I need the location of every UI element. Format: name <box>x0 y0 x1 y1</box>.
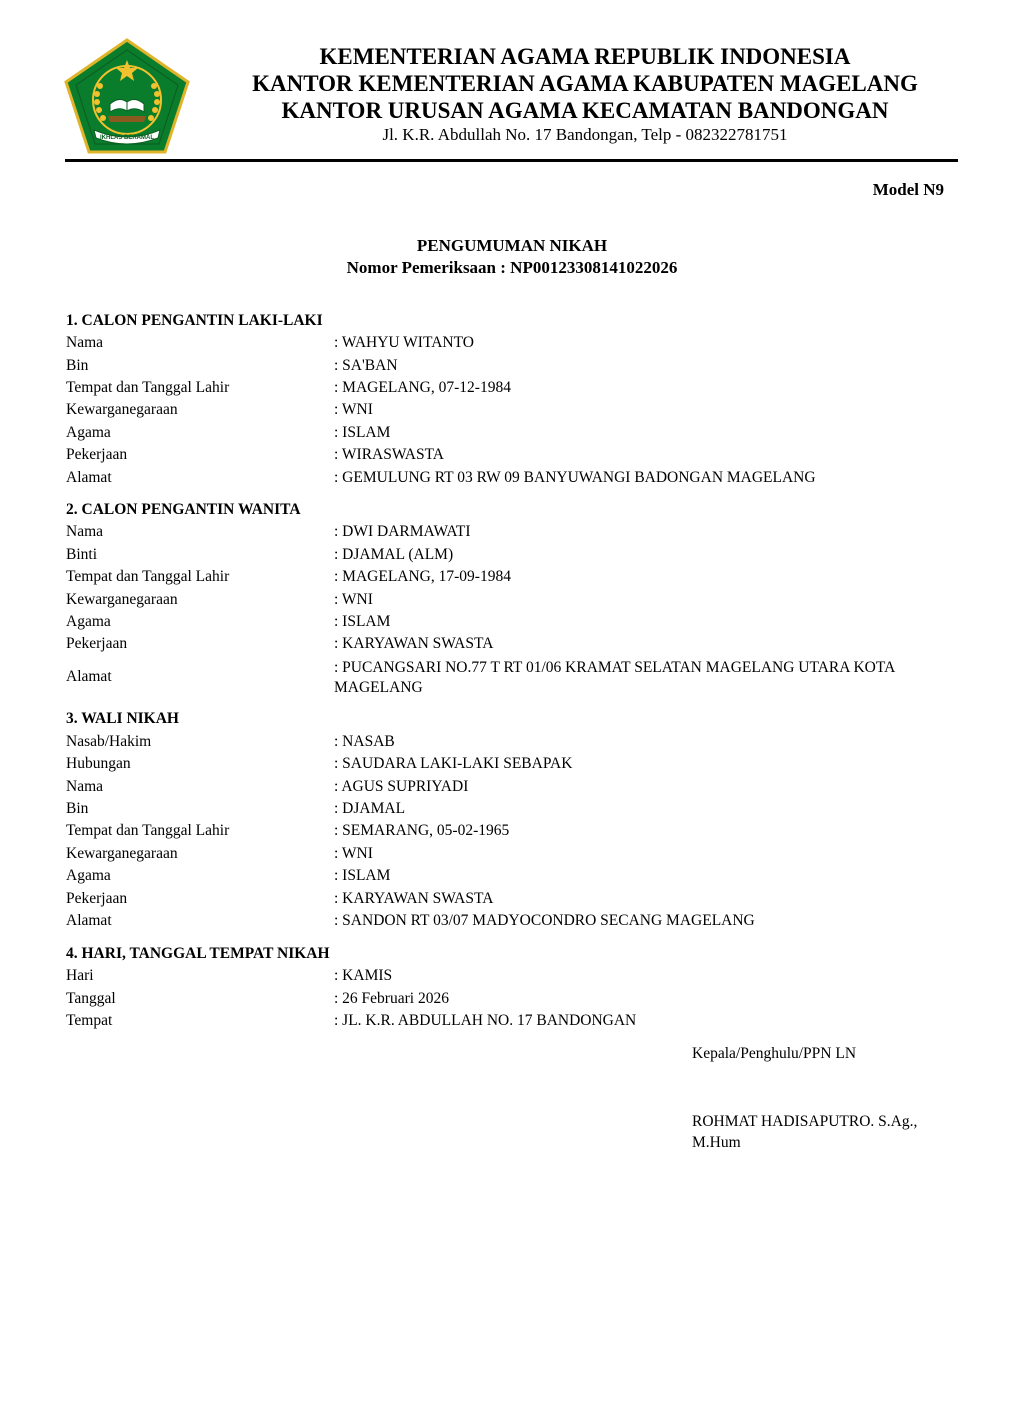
wali-value: : KARYAWAN SWASTA <box>334 890 494 907</box>
wali-value: : NASAB <box>334 733 395 750</box>
wali-value: : ISLAM <box>334 867 391 884</box>
bride-value: : PUCANGSARI NO.77 T RT 01/06 KRAMAT SELATAN MAGELANG UTARA KOTA MAGELANG <box>334 659 895 696</box>
wali-label: Nasab/Hakim <box>66 733 152 750</box>
bride-label: Tempat dan Tanggal Lahir <box>66 568 230 585</box>
wali-value: : WNI <box>334 845 373 862</box>
header-kua: KANTOR URUSAN AGAMA KECAMATAN BANDONGAN <box>281 98 889 123</box>
document-title: PENGUMUMAN NIKAH <box>416 236 608 255</box>
header-regency-office: KANTOR KEMENTERIAN AGAMA KABUPATEN MAGELANG <box>252 71 918 96</box>
wali-label: Hubungan <box>66 755 131 772</box>
bride-value: : KARYAWAN SWASTA <box>334 635 494 652</box>
groom-label: Bin <box>66 357 89 374</box>
logo-motto: IKHLAS BERAMAL <box>100 135 154 141</box>
header-address: Jl. K.R. Abdullah No. 17 Bandongan, Telp - 082322781751 <box>382 125 788 144</box>
signatory-role: Kepala/Penghulu/PPN LN <box>692 1045 857 1062</box>
groom-value: : WIRASWASTA <box>334 446 444 463</box>
groom-label: Kewarganegaraan <box>66 401 178 418</box>
header-ministry: KEMENTERIAN AGAMA REPUBLIK INDONESIA <box>319 44 851 69</box>
model-code: Model N9 <box>872 180 944 199</box>
groom-value: : WAHYU WITANTO <box>334 334 474 351</box>
event-value: : JL. K.R. ABDULLAH NO. 17 BANDONGAN <box>334 1012 637 1029</box>
event-value: : KAMIS <box>334 967 393 984</box>
bride-label: Pekerjaan <box>66 635 128 652</box>
section-wali-heading: 3. WALI NIKAH <box>66 710 179 727</box>
groom-label: Agama <box>66 424 111 441</box>
bride-label: Nama <box>66 523 104 540</box>
bride-value: : ISLAM <box>334 613 391 630</box>
wali-label: Kewarganegaraan <box>66 845 178 862</box>
signatory-name: ROHMAT HADISAPUTRO. S.Ag., M.Hum <box>692 1113 918 1151</box>
wali-value: : DJAMAL <box>334 800 406 817</box>
kemenag-logo <box>64 38 190 154</box>
section-event-heading: 4. HARI, TANGGAL TEMPAT NIKAH <box>66 945 330 962</box>
groom-value: : ISLAM <box>334 424 391 441</box>
section-groom-heading: 1. CALON PENGANTIN LAKI-LAKI <box>66 312 323 329</box>
wali-value: : SEMARANG, 05-02-1965 <box>334 822 510 839</box>
groom-label: Tempat dan Tanggal Lahir <box>66 379 230 396</box>
wali-label: Tempat dan Tanggal Lahir <box>66 822 230 839</box>
wali-label: Agama <box>66 867 111 884</box>
event-label: Tanggal <box>66 990 116 1007</box>
wali-label: Alamat <box>66 912 112 929</box>
groom-value: : MAGELANG, 07-12-1984 <box>334 379 511 396</box>
wali-label: Bin <box>66 800 89 817</box>
groom-label: Alamat <box>66 469 112 486</box>
event-label: Tempat <box>66 1012 113 1029</box>
wali-value: : SANDON RT 03/07 MADYOCONDRO SECANG MAGELANG <box>334 912 755 929</box>
bride-label: Agama <box>66 613 111 630</box>
wali-label: Nama <box>66 778 104 795</box>
wali-value: : SAUDARA LAKI-LAKI SEBAPAK <box>334 755 573 772</box>
bride-value: : DWI DARMAWATI <box>334 523 471 540</box>
bride-value: : DJAMAL (ALM) <box>334 546 454 563</box>
document-number: Nomor Pemeriksaan : NP00123308141022026 <box>346 258 678 277</box>
bride-value: : WNI <box>334 591 373 608</box>
wali-value: : AGUS SUPRIYADI <box>334 778 469 795</box>
groom-label: Pekerjaan <box>66 446 128 463</box>
section-bride-heading: 2. CALON PENGANTIN WANITA <box>66 501 301 518</box>
header-divider <box>65 159 958 162</box>
bride-label: Alamat <box>66 668 112 685</box>
groom-label: Nama <box>66 334 104 351</box>
bride-value: : MAGELANG, 17-09-1984 <box>334 568 511 585</box>
groom-value: : WNI <box>334 401 373 418</box>
event-value: : 26 Februari 2026 <box>334 990 449 1007</box>
event-label: Hari <box>66 967 94 984</box>
groom-value: : SA'BAN <box>334 357 398 374</box>
groom-value: : GEMULUNG RT 03 RW 09 BANYUWANGI BADONGAN MAGELANG <box>334 469 816 486</box>
bride-label: Kewarganegaraan <box>66 591 178 608</box>
wali-label: Pekerjaan <box>66 890 128 907</box>
bride-label: Binti <box>66 546 98 563</box>
